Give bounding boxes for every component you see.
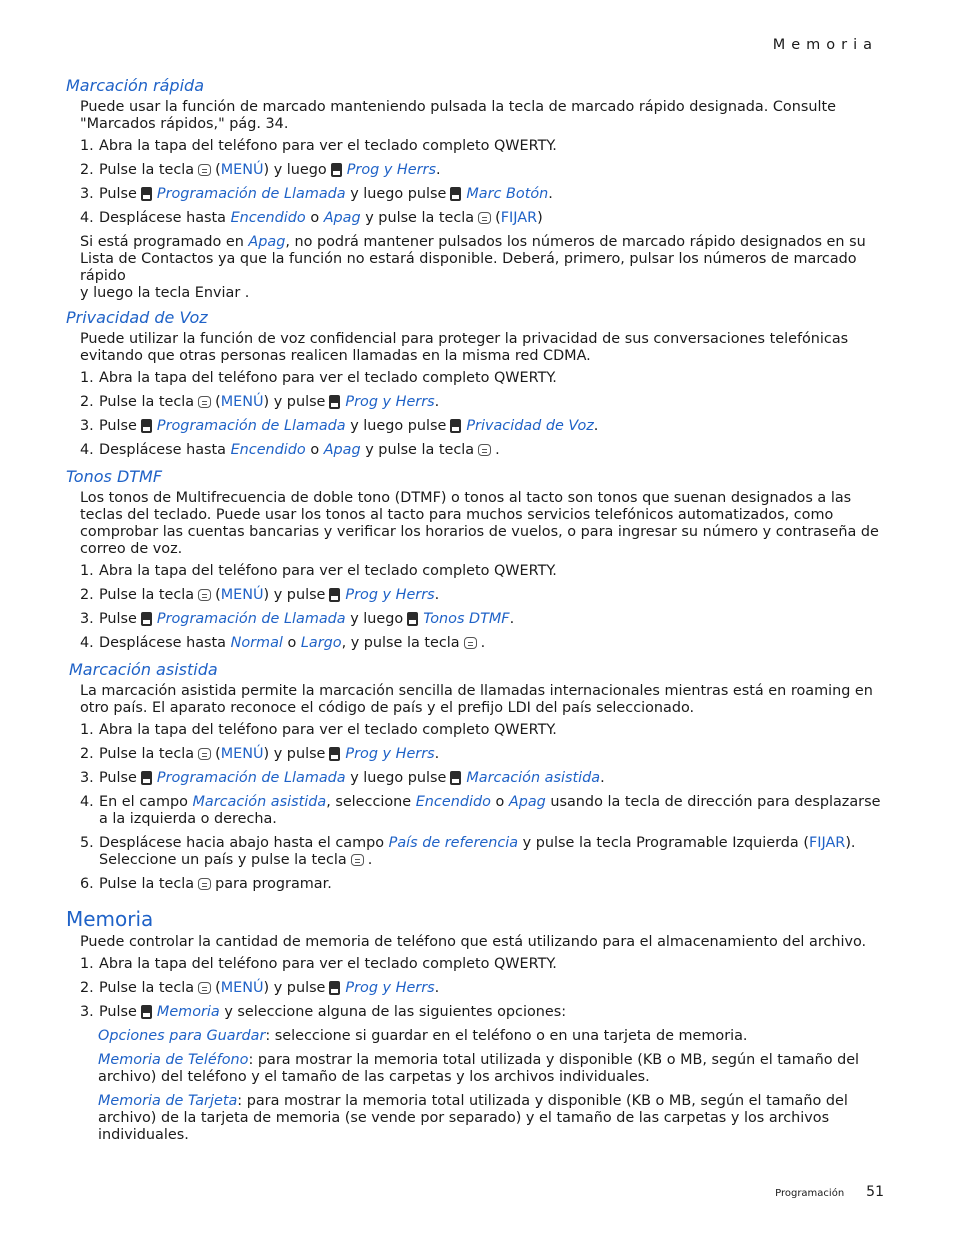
ok-key-icon xyxy=(198,396,211,408)
page-footer xyxy=(775,1184,884,1200)
ok-key-icon xyxy=(478,444,491,456)
list-item: 4. Desplácese hasta Encendido o Apag y pulse la tecla . xyxy=(80,442,500,458)
paragraph: Puede controlar la cantidad de memoria de teléfono que está utilizando para el almacenamiento del archivo. xyxy=(80,934,867,950)
ok-key-icon xyxy=(351,854,364,866)
footer-section-name: Programación xyxy=(775,1188,845,1199)
list-item: 3. Pulse Programación de Llamada y luego Tonos DTMF. xyxy=(80,611,515,627)
list-item: 4. Desplácese hasta Normal o Largo, y pulse la tecla . xyxy=(80,635,486,651)
softkey-label: FIJAR xyxy=(500,210,538,226)
section-title-voice-privacy: Privacidad de Voz xyxy=(66,308,208,327)
list-item: 6. Pulse la tecla para programar. xyxy=(80,876,332,892)
settings-menu-icon xyxy=(329,395,340,409)
ok-key-icon xyxy=(464,637,477,649)
list-item: 2. Pulse la tecla (MENÚ) y pulse Prog y Herrs. xyxy=(80,980,440,996)
paragraph: Puede utilizar la función de voz confidencial para proteger la privacidad de sus conversaciones telefónicas evitando que otras personas realicen llamadas en la misma red CDMA. xyxy=(80,331,849,364)
ok-key-icon xyxy=(198,982,211,994)
section-title-memory: Memoria xyxy=(66,907,154,931)
call-settings-icon xyxy=(141,771,152,785)
ok-key-icon xyxy=(478,212,491,224)
ok-key-icon xyxy=(198,589,211,601)
paragraph: Los tonos de Multifrecuencia de doble tono (DTMF) o tonos al tacto son tonos que suenan designados a las teclas del teclado. Puede usar los tonos al tacto para muchos servicios telefónicos automatizados, como comprobar las cuentas bancarias y verificar los horarios de vuelos, o para ingresar su número y contraseña de correo de voz. xyxy=(80,490,879,557)
note-paragraph: Si está programado en Apag, no podrá mantener pulsados los números de marcado rápido designados en su Lista de Contactos ya que la función no estará disponible. Deberá, primero, pulsar los números de marcado rápido y luego la tecla Enviar . xyxy=(80,234,866,301)
list-item: 1. Abra la tapa del teléfono para ver el teclado completo QWERTY. xyxy=(80,370,557,386)
option-item: Memoria de Teléfono: para mostrar la memoria total utilizada y disponible (KB o MB, según el tamaño del archivo) del teléfono y el tamaño de las carpetas y los archivos individuales. xyxy=(98,1052,860,1085)
speed-dial-icon xyxy=(450,187,461,201)
softkey-label: MENÚ xyxy=(220,162,264,178)
paragraph: La marcación asistida permite la marcación sencilla de llamadas internacionales mientras está en roaming en otro país. El aparato reconoce el código de país y el prefijo LDI del país seleccionado. xyxy=(80,683,873,716)
list-item: 3. Pulse Programación de Llamada y luego pulse Marcación asistida. xyxy=(80,770,605,786)
list-item: 1. Abra la tapa del teléfono para ver el teclado completo QWERTY. xyxy=(80,956,557,972)
section-title-dtmf: Tonos DTMF xyxy=(66,467,163,486)
list-item: 2. Pulse la tecla (MENÚ) y pulse Prog y Herrs. xyxy=(80,746,440,762)
dtmf-icon xyxy=(407,612,418,626)
menu-link: Programación de Llamada xyxy=(156,186,346,202)
option-item: Memoria de Tarjeta: para mostrar la memoria total utilizada y disponible (KB o MB, según el tamaño del archivo) de la tarjeta de memoria (se vende por separado) y el tamaño de las carpetas y los archivos individuales. xyxy=(98,1093,848,1143)
list-item: 2. Pulse la tecla (MENÚ) y luego Prog y Herrs. xyxy=(80,162,441,178)
call-settings-icon xyxy=(141,612,152,626)
list-item: 4. Desplácese hasta Encendido o Apag y pulse la tecla (FIJAR) xyxy=(80,210,543,226)
page-number: 51 xyxy=(866,1184,884,1200)
list-item: 1. Abra la tapa del teléfono para ver el teclado completo QWERTY. xyxy=(80,563,557,579)
paragraph: Puede usar la función de marcado manteniendo pulsada la tecla de marcado rápido designada. Consulte "Marcados rápidos," pág. 34. xyxy=(80,99,836,132)
list-item: 3. Pulse Memoria y seleccione alguna de las siguientes opciones: xyxy=(80,1004,567,1020)
list-item: 4. En el campo Marcación asistida, seleccione Encendido o Apag usando la tecla de dirección para desplazarse a la izquierda o derecha. xyxy=(80,794,881,827)
call-settings-icon xyxy=(141,187,152,201)
ok-key-icon xyxy=(198,164,211,176)
list-item: 3. Pulse Programación de Llamada y luego pulse Privacidad de Voz. xyxy=(80,418,599,434)
list-item: 2. Pulse la tecla (MENÚ) y pulse Prog y Herrs. xyxy=(80,394,440,410)
option-item: Opciones para Guardar: seleccione si guardar en el teléfono o en una tarjeta de memoria. xyxy=(98,1028,748,1044)
list-item: 1. Abra la tapa del teléfono para ver el teclado completo QWERTY. xyxy=(80,722,557,738)
section-title-speed-dial: Marcación rápida xyxy=(66,76,204,95)
list-item: 5. Desplácese hacia abajo hasta el campo País de referencia y pulse la tecla Programable Izquierda (FIJAR). Seleccione un país y pulse la tecla . xyxy=(80,835,856,868)
assisted-dialing-icon xyxy=(450,771,461,785)
menu-link: Prog y Herrs xyxy=(346,162,436,178)
list-item: 2. Pulse la tecla (MENÚ) y pulse Prog y Herrs. xyxy=(80,587,440,603)
ok-key-icon xyxy=(198,878,211,890)
memory-icon xyxy=(141,1005,152,1019)
call-settings-icon xyxy=(141,419,152,433)
section-title-assisted-dialing: Marcación asistida xyxy=(69,660,218,679)
page-content xyxy=(66,74,886,1151)
settings-menu-icon xyxy=(331,163,342,177)
settings-menu-icon xyxy=(329,981,340,995)
voice-privacy-icon xyxy=(450,419,461,433)
list-item: 1. Abra la tapa del teléfono para ver el teclado completo QWERTY. xyxy=(80,138,557,154)
settings-menu-icon xyxy=(329,588,340,602)
ok-key-icon xyxy=(198,748,211,760)
running-header: Memoria xyxy=(772,37,878,53)
settings-menu-icon xyxy=(329,747,340,761)
list-item: 3. Pulse Programación de Llamada y luego pulse Marc Botón. xyxy=(80,186,553,202)
menu-link: Marc Botón xyxy=(466,186,549,202)
